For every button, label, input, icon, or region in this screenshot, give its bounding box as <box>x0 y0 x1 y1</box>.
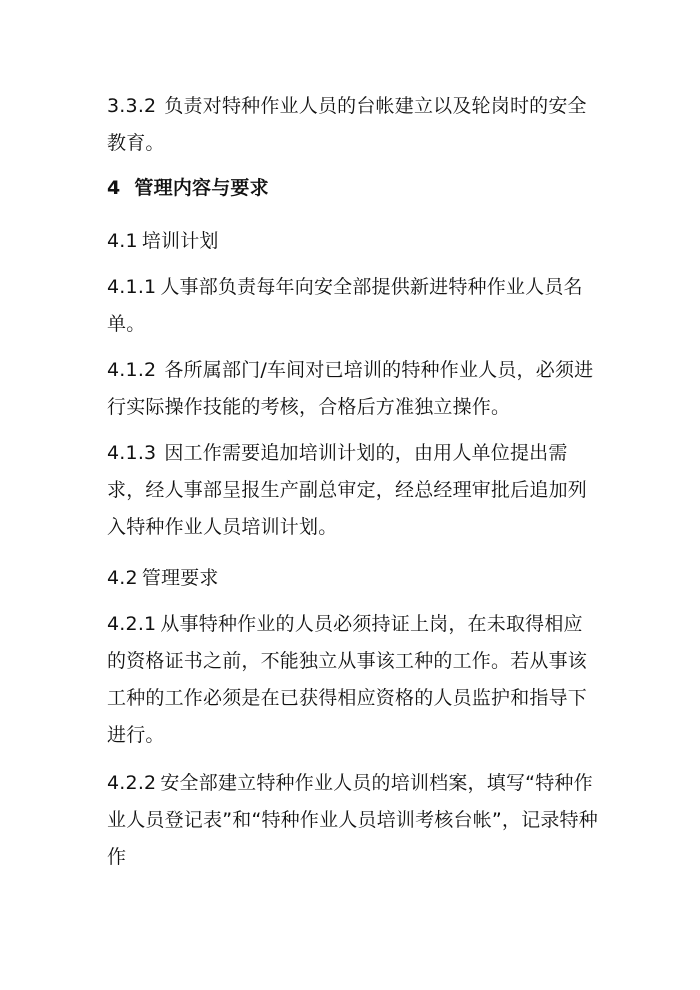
clause-number: 4.2.1 <box>107 613 157 635</box>
paragraph-4-2-2 <box>107 765 601 876</box>
clause-number: 4.1.2 <box>107 359 157 381</box>
paragraph-4-2-1 <box>107 606 601 754</box>
paragraph-3-3-2 <box>107 88 601 162</box>
clause-text: 从事特种作业的人员必须持证上岗，在未取得相应的资格证书之前，不能独立从事该工种的工作。若从事该工种的工作必须是在已获得相应资格的人员监护和指导下进行。 <box>107 613 588 746</box>
clause-text: 安全部建立特种作业人员的培训档案，填写“特种作业人员登记表”和“特种作业人员培训考核台帐”，记录特种作 <box>107 772 598 868</box>
clause-number: 4.1.1 <box>107 276 157 298</box>
subsection-heading-4-1 <box>107 223 601 260</box>
paragraph-4-1-1 <box>107 269 601 343</box>
clause-text: 各所属部门/车间对已培训的特种作业人员，必须进行实际操作技能的考核，合格后方准独立操作。 <box>107 359 594 418</box>
clause-number: 4.2.2 <box>107 772 157 794</box>
subsection-title: 培训计划 <box>141 230 219 252</box>
section-title: 管理内容与要求 <box>134 177 269 199</box>
paragraph-4-1-2 <box>107 352 601 426</box>
paragraph-4-1-3 <box>107 435 601 546</box>
clause-number: 4.1.3 <box>107 442 157 464</box>
section-number: 4 <box>107 177 121 199</box>
section-heading-4 <box>107 170 601 207</box>
clause-text: 人事部负责每年向安全部提供新进特种作业人员名单。 <box>107 276 583 335</box>
subsection-number: 4.1 <box>107 230 138 252</box>
clause-text: 负责对特种作业人员的台帐建立以及轮岗时的安全教育。 <box>107 95 587 154</box>
subsection-title: 管理要求 <box>141 567 219 589</box>
clause-number: 3.3.2 <box>107 95 157 117</box>
subsection-heading-4-2 <box>107 560 601 597</box>
clause-text: 因工作需要追加培训计划的，由用人单位提出需求，经人事部呈报生产副总审定，经总经理审批后追加列入特种作业人员培训计划。 <box>107 442 588 538</box>
subsection-number: 4.2 <box>107 567 138 589</box>
